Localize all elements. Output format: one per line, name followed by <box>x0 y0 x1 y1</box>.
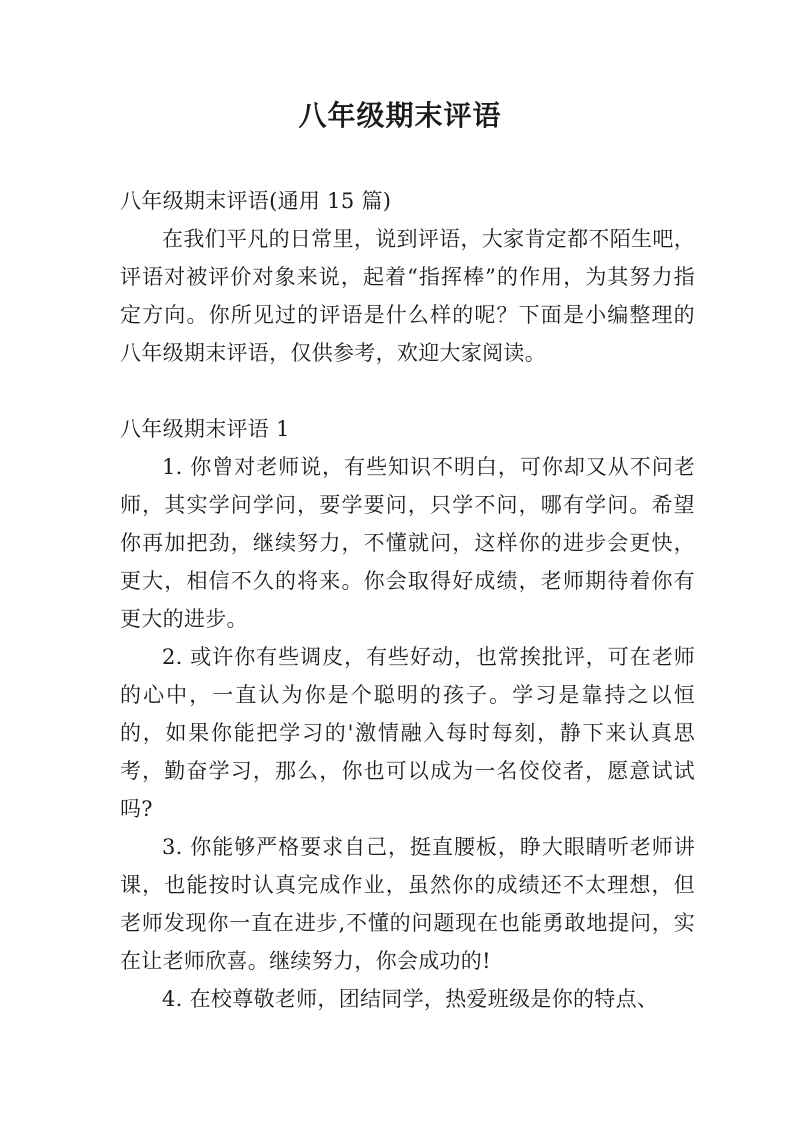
section-heading: 八年级期末评语 1 <box>120 417 290 441</box>
document-title: 八年级期末评语 <box>298 99 502 132</box>
comment-item-2: 2. 或许你有些调皮，有些好动，也常挨批评，可在老师的心中，一直认为你是个聪明的孩子。学习是靠持之以恒的，如果你能把学习的'激情融入每时每刻，静下来认真思考，勤奋学习，那么，你也可以成为一名佼佼者，愿意试试吗? <box>120 645 695 821</box>
paragraph-spacer <box>120 372 695 410</box>
document-subtitle: 八年级期末评语(通用 15 篇) <box>120 189 392 213</box>
intro-paragraph: 在我们平凡的日常里，说到评语，大家肯定都不陌生吧，评语对被评价对象来说，起着“指挥棒”的作用，为其努力指定方向。你所见过的评语是什么样的呢？下面是小编整理的八年级期末评语，仅供参考，欢迎大家阅读。 <box>120 227 695 365</box>
comment-item-3: 3. 你能够严格要求自己，挺直腰板，睁大眼睛听老师讲课，也能按时认真完成作业，虽然你的成绩还不太理想，但老师发现你一直在进步,不懂的问题现在也能勇敢地提问，实在让老师欣喜。继续努力，你会成功的! <box>120 835 695 973</box>
document-body <box>120 182 695 1018</box>
comment-item-4: 4. 在校尊敬老师，团结同学，热爱班级是你的特点、 <box>162 987 659 1011</box>
comment-item-1: 1. 你曾对老师说，有些知识不明白，可你却又从不问老师，其实学问学问，要学要问，只学不问，哪有学问。希望你再加把劲，继续努力，不懂就问，这样你的进步会更快，更大，相信不久的将来。你会取得好成绩，老师期待着你有更大的进步。 <box>120 455 695 631</box>
